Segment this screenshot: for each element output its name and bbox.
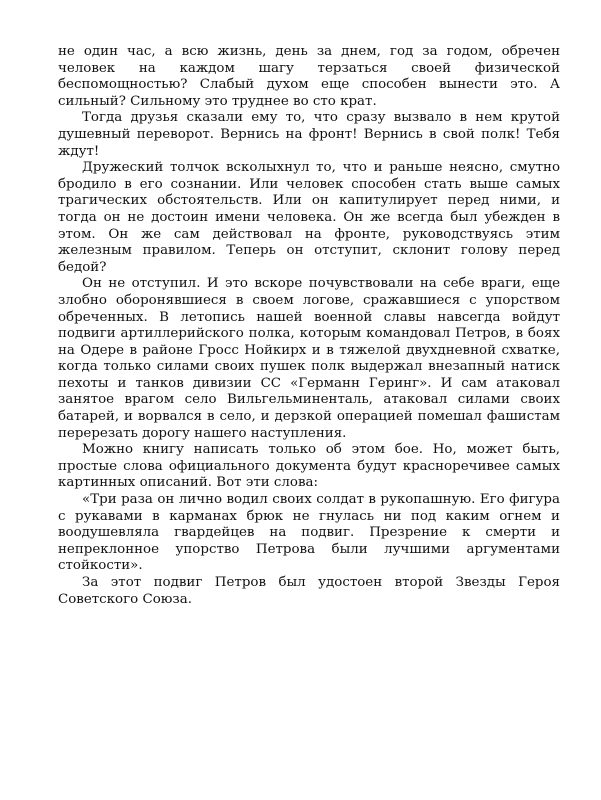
paragraph-quote: «Три раза он лично водил своих солдат в рукопашную. Его фигура с рукавами в карманах брюк не гнулась ни под каким огнем и воодушевляла гвардейцев на подвиг. Презрение к смерти и непреклонное упорство Петрова были лучшими аргументами стойкости».	[58, 492, 560, 574]
paragraph-1: не один час, а всю жизнь, день за днем, год за годом, обречен человек на каждом шагу терзаться своей физической беспомощностью? Слабый духом еще способен вынести это. А сильный? Сильному это труднее во сто крат.	[58, 44, 560, 109]
paragraph-7: За этот подвиг Петров был удостоен второй Звезды Героя Советского Союза.	[58, 575, 560, 607]
paragraph-4: Он не отступил. И это вскоре почувствовали на себе враги, еще злобно оборонявшиеся в своем логове, сражавшиеся с упорством обреченных. В летопись нашей военной славы навсегда войдут подвиги артиллерийского полка, которым командовал Петров, в боях на Одере в районе Гросс Нойкирх и в тяжелой двухдневной схватке, когда только силами своих пушек полк выдержал внезапный натиск пехоты и танков дивизии СС «Германн Геринг». И сам атаковал занятое врагом село Вильгельминенталь, атаковал силами своих батарей, и ворвался в село, и дерзкой операцией помешал фашистам перерезать дорогу нашего наступления.	[58, 276, 560, 441]
document-page	[58, 44, 560, 608]
paragraph-2: Тогда друзья сказали ему то, что сразу вызвало в нем крутой душевный переворот. Вернись на фронт! Вернись в свой полк! Тебя ждут!	[58, 110, 560, 159]
paragraph-5: Можно книгу написать только об этом бое. Но, может быть, простые слова официального документа будут красноречивее самых картинных описаний. Вот эти слова:	[58, 442, 560, 491]
paragraph-3: Дружеский толчок всколыхнул то, что и раньше неясно, смутно бродило в его сознании. Или человек способен стать выше самых трагических обстоятельств. Или он капитулирует перед ними, и тогда он не достоин имени человека. Он же всегда был убежден в этом. Он же сам действовал на фронте, руководствуясь этим железным правилом. Теперь он отступит, склонит голову перед бедой?	[58, 160, 560, 275]
